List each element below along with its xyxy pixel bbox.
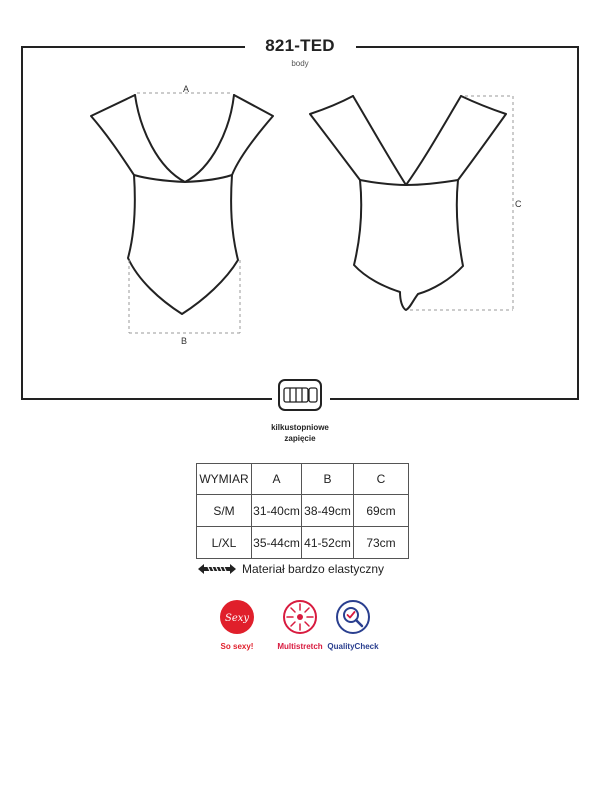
- front-view-drawing: [91, 95, 273, 314]
- dimension-a-label: A: [183, 84, 190, 94]
- sexy-icon: [219, 599, 255, 635]
- table-cell: 38-49cm: [302, 495, 354, 527]
- table-row: [197, 527, 409, 559]
- table-cell: 69cm: [354, 495, 409, 527]
- quality-check-badge-label: QualityCheck: [327, 642, 379, 651]
- sexy-badge-label: So sexy!: [220, 642, 254, 651]
- table-cell: 31-40cm: [252, 495, 302, 527]
- multi-hook-closure-icon: [279, 380, 321, 410]
- back-dimension-lines: [410, 96, 513, 310]
- elastic-note: [198, 561, 384, 577]
- double-arrow-icon: [198, 563, 236, 575]
- table-cell: L/XL: [197, 527, 252, 559]
- table-cell: S/M: [197, 495, 252, 527]
- closure-caption: [255, 422, 345, 444]
- header-cell: C: [354, 464, 409, 495]
- table-cell: 41-52cm: [302, 527, 354, 559]
- product-title: 821-TED: [265, 36, 335, 55]
- header-cell: B: [302, 464, 354, 495]
- table-row: [197, 495, 409, 527]
- quality-check-icon: [335, 599, 371, 635]
- dimension-b-label: B: [181, 336, 188, 346]
- quality-check-badge: [308, 599, 398, 640]
- size-table-header: [197, 464, 409, 495]
- dimension-c-label: C: [515, 199, 522, 209]
- closure-caption-line2: zapięcie: [284, 434, 316, 443]
- size-table: [196, 463, 409, 559]
- closure-caption-line1: kilkustopniowe: [271, 423, 329, 432]
- header-cell: A: [252, 464, 302, 495]
- table-cell: 73cm: [354, 527, 409, 559]
- front-dimension-lines: [129, 93, 240, 333]
- multistretch-badge-label: Multistretch: [277, 642, 323, 651]
- svg-text:Sexy: Sexy: [224, 613, 250, 624]
- frame-border: [22, 47, 578, 399]
- product-subtitle: body: [291, 59, 309, 68]
- back-view-drawing: [310, 96, 506, 310]
- elastic-text: Materiał bardzo elastyczny: [242, 562, 385, 576]
- table-cell: 35-44cm: [252, 527, 302, 559]
- header-cell: WYMIAR: [197, 464, 252, 495]
